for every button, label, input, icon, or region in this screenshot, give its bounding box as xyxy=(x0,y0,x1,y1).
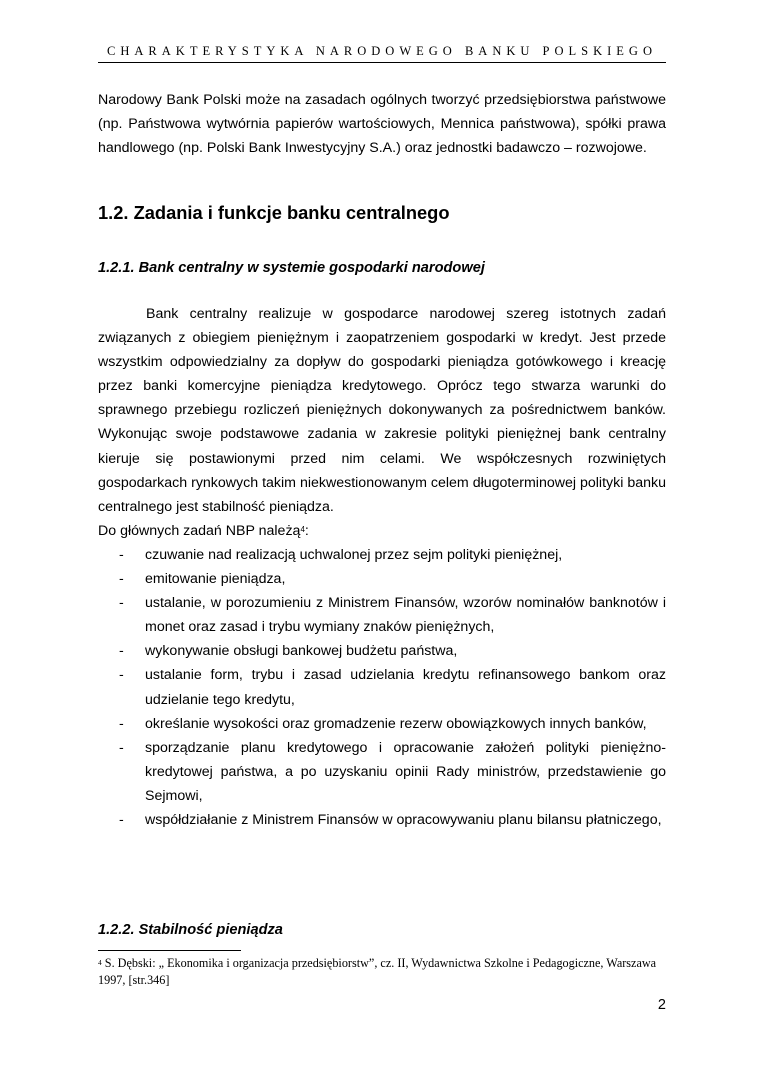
list-item xyxy=(98,639,666,663)
footnote-number: 4 xyxy=(98,958,102,967)
list-item-text: współdziałanie z Ministrem Finansów w opracowywaniu planu bilansu płatniczego, xyxy=(145,812,662,829)
bullet-dash: - xyxy=(119,571,124,588)
footnote-reference[interactable]: 4 xyxy=(300,525,305,534)
list-item-text: sporządzanie planu kredytowego i opracowanie założeń polityki pieniężno-kredytowej państwa, a po uzyskaniu opinii Rady ministrów, przedstawienie go Sejmowi, xyxy=(145,739,666,804)
bullet-dash: - xyxy=(119,812,124,829)
tasks-intro xyxy=(98,519,309,543)
section-heading: 1.2. Zadania i funkcje banku centralnego xyxy=(98,202,450,223)
bullet-dash: - xyxy=(119,643,124,660)
subsection-heading-1: 1.2.1. Bank centralny w systemie gospodarki narodowej xyxy=(98,260,485,276)
list-item-text: wykonywanie obsługi bankowej budżetu państwa, xyxy=(145,643,458,660)
list-item xyxy=(98,736,666,808)
list-item xyxy=(98,712,666,736)
list-item xyxy=(98,567,666,591)
list-item xyxy=(98,543,666,567)
bullet-dash: - xyxy=(119,739,124,756)
list-item-text: czuwanie nad realizacją uchwalonej przez sejm polityki pieniężnej, xyxy=(145,547,563,563)
intro-paragraph: Narodowy Bank Polski może na zasadach ogólnych tworzyć przedsiębiorstwa państwowe (np. Państwowa wytwórnia papierów wartościowych, Mennica państwowa), spółki prawa handlowego (np. Polski Bank Inwestycyjny S.A.) oraz jednostki badawczo – rozwojowe. xyxy=(98,92,666,157)
task-list xyxy=(98,543,666,832)
footnote xyxy=(98,955,666,989)
bullet-dash: - xyxy=(119,667,124,684)
header-rule xyxy=(98,62,666,63)
list-item-text: ustalanie form, trybu i zasad udzielania kredytu refinansowego bankom oraz udzielanie tego kredytu, xyxy=(145,667,666,708)
footnote-separator xyxy=(98,950,241,951)
tasks-intro-text: Do głównych zadań NBP należą xyxy=(98,523,301,539)
list-item-text: emitowanie pieniądza, xyxy=(145,571,286,588)
subsection-heading-2: 1.2.2. Stabilność pieniądza xyxy=(98,922,283,938)
running-header: CHARAKTERYSTYKA NARODOWEGO BANKU POLSKIEGO xyxy=(107,44,657,58)
tasks-intro-suffix: : xyxy=(304,523,309,539)
bullet-dash: - xyxy=(119,595,124,612)
list-item xyxy=(98,808,666,832)
bullet-dash: - xyxy=(119,715,124,732)
list-item xyxy=(98,591,666,639)
list-item-text: ustalanie, w porozumieniu z Ministrem Finansów, wzorów nominałów banknotów i monet oraz zasad i trybu wymiany znaków pieniężnych, xyxy=(145,595,666,636)
list-item xyxy=(98,663,666,711)
page-number: 2 xyxy=(657,997,666,1013)
bullet-dash: - xyxy=(119,547,124,563)
body-paragraph: Bank centralny realizuje w gospodarce narodowej szereg istotnych zadań związanych z obiegiem pieniężnym i zaopatrzeniem gospodarki w kredyt. Jest przede wszystkim odpowiedzialny za dopływ do gospodarki pieniądza gotówkowego i kreację przez banki komercyjne pieniądza kredytowego. Oprócz tego stwarza warunki do sprawnego przebiegu rozliczeń pieniężnych dokonywanych za pośrednictwem banków. Wykonując swoje podstawowe zadania w zakresie polityki pieniężnej bank centralny kieruje się postawionymi przed nim celami. We współczesnych rozwiniętych gospodarkach rynkowych takim niekwestionowanym celem długoterminowej polityki banku centralnego jest stabilność pieniądza. xyxy=(98,306,666,515)
list-item-text: określanie wysokości oraz gromadzenie rezerw obowiązkowych innych banków, xyxy=(145,715,647,732)
footnote-text: S. Dębski: „ Ekonomika i organizacja przedsiębiorstw”, cz. II, Wydawnictwa Szkolne i Pedagogiczne, Warszawa 1997, [str.346] xyxy=(98,956,657,987)
